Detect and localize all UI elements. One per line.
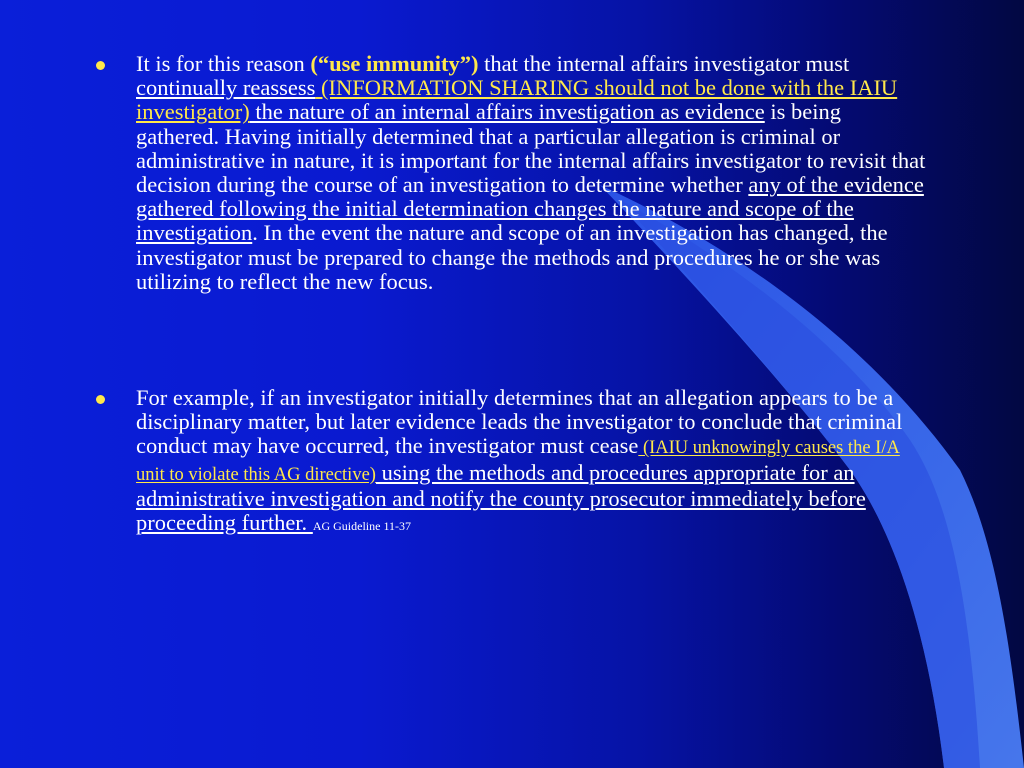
iaiu-note: (IAIU unknowingly causes the I/A unit to violate this AG directive) — [136, 438, 900, 485]
info-sharing-note: (INFORMATION SHARING should not be done with the IAIU investigator) — [136, 75, 898, 125]
underlined-phrase: using the methods and procedures appropriate for an administrative investigation and notify the county prosecutor immediately before proceeding further. — [136, 459, 866, 536]
bullet-item-1 — [96, 52, 926, 294]
bullet-dot-icon — [96, 395, 105, 404]
slide-content — [96, 52, 926, 538]
highlight-use-immunity: (“use immunity”) — [310, 51, 479, 76]
bullet-text — [136, 51, 925, 294]
text-segment: is being gathered. Having initially determined that a particular allegation is criminal or administrative in nature, it is important for the internal affairs investigator to revisit that decision during the course of an investigation to determine whether — [136, 99, 926, 198]
underlined-phrase: continually reassess — [136, 75, 316, 101]
text-segment: that the internal affairs investigator must — [478, 51, 850, 76]
bullet-dot-icon — [96, 61, 105, 70]
underlined-phrase: the nature of an internal affairs investigation as evidence — [249, 99, 765, 125]
text-segment: It is for this reason — [136, 51, 311, 76]
text-segment: For example, if an investigator initially determines that an allegation appears to be a disciplinary matter, but later evidence leads the investigator to conclude that criminal conduct may have occurred, the investigator must cease — [136, 385, 903, 459]
underlined-phrase: any of the evidence gathered following the initial determination changes the nature and scope of the investigation — [136, 172, 924, 246]
bullet-item-2 — [96, 386, 926, 538]
guideline-reference: AG Guideline 11-37 — [312, 519, 412, 534]
bullet-text — [136, 385, 902, 535]
text-segment: . In the event the nature and scope of an investigation has changed, the investigator must be prepared to change the methods and procedures he or she was utilizing to reflect the new focus. — [136, 220, 888, 294]
